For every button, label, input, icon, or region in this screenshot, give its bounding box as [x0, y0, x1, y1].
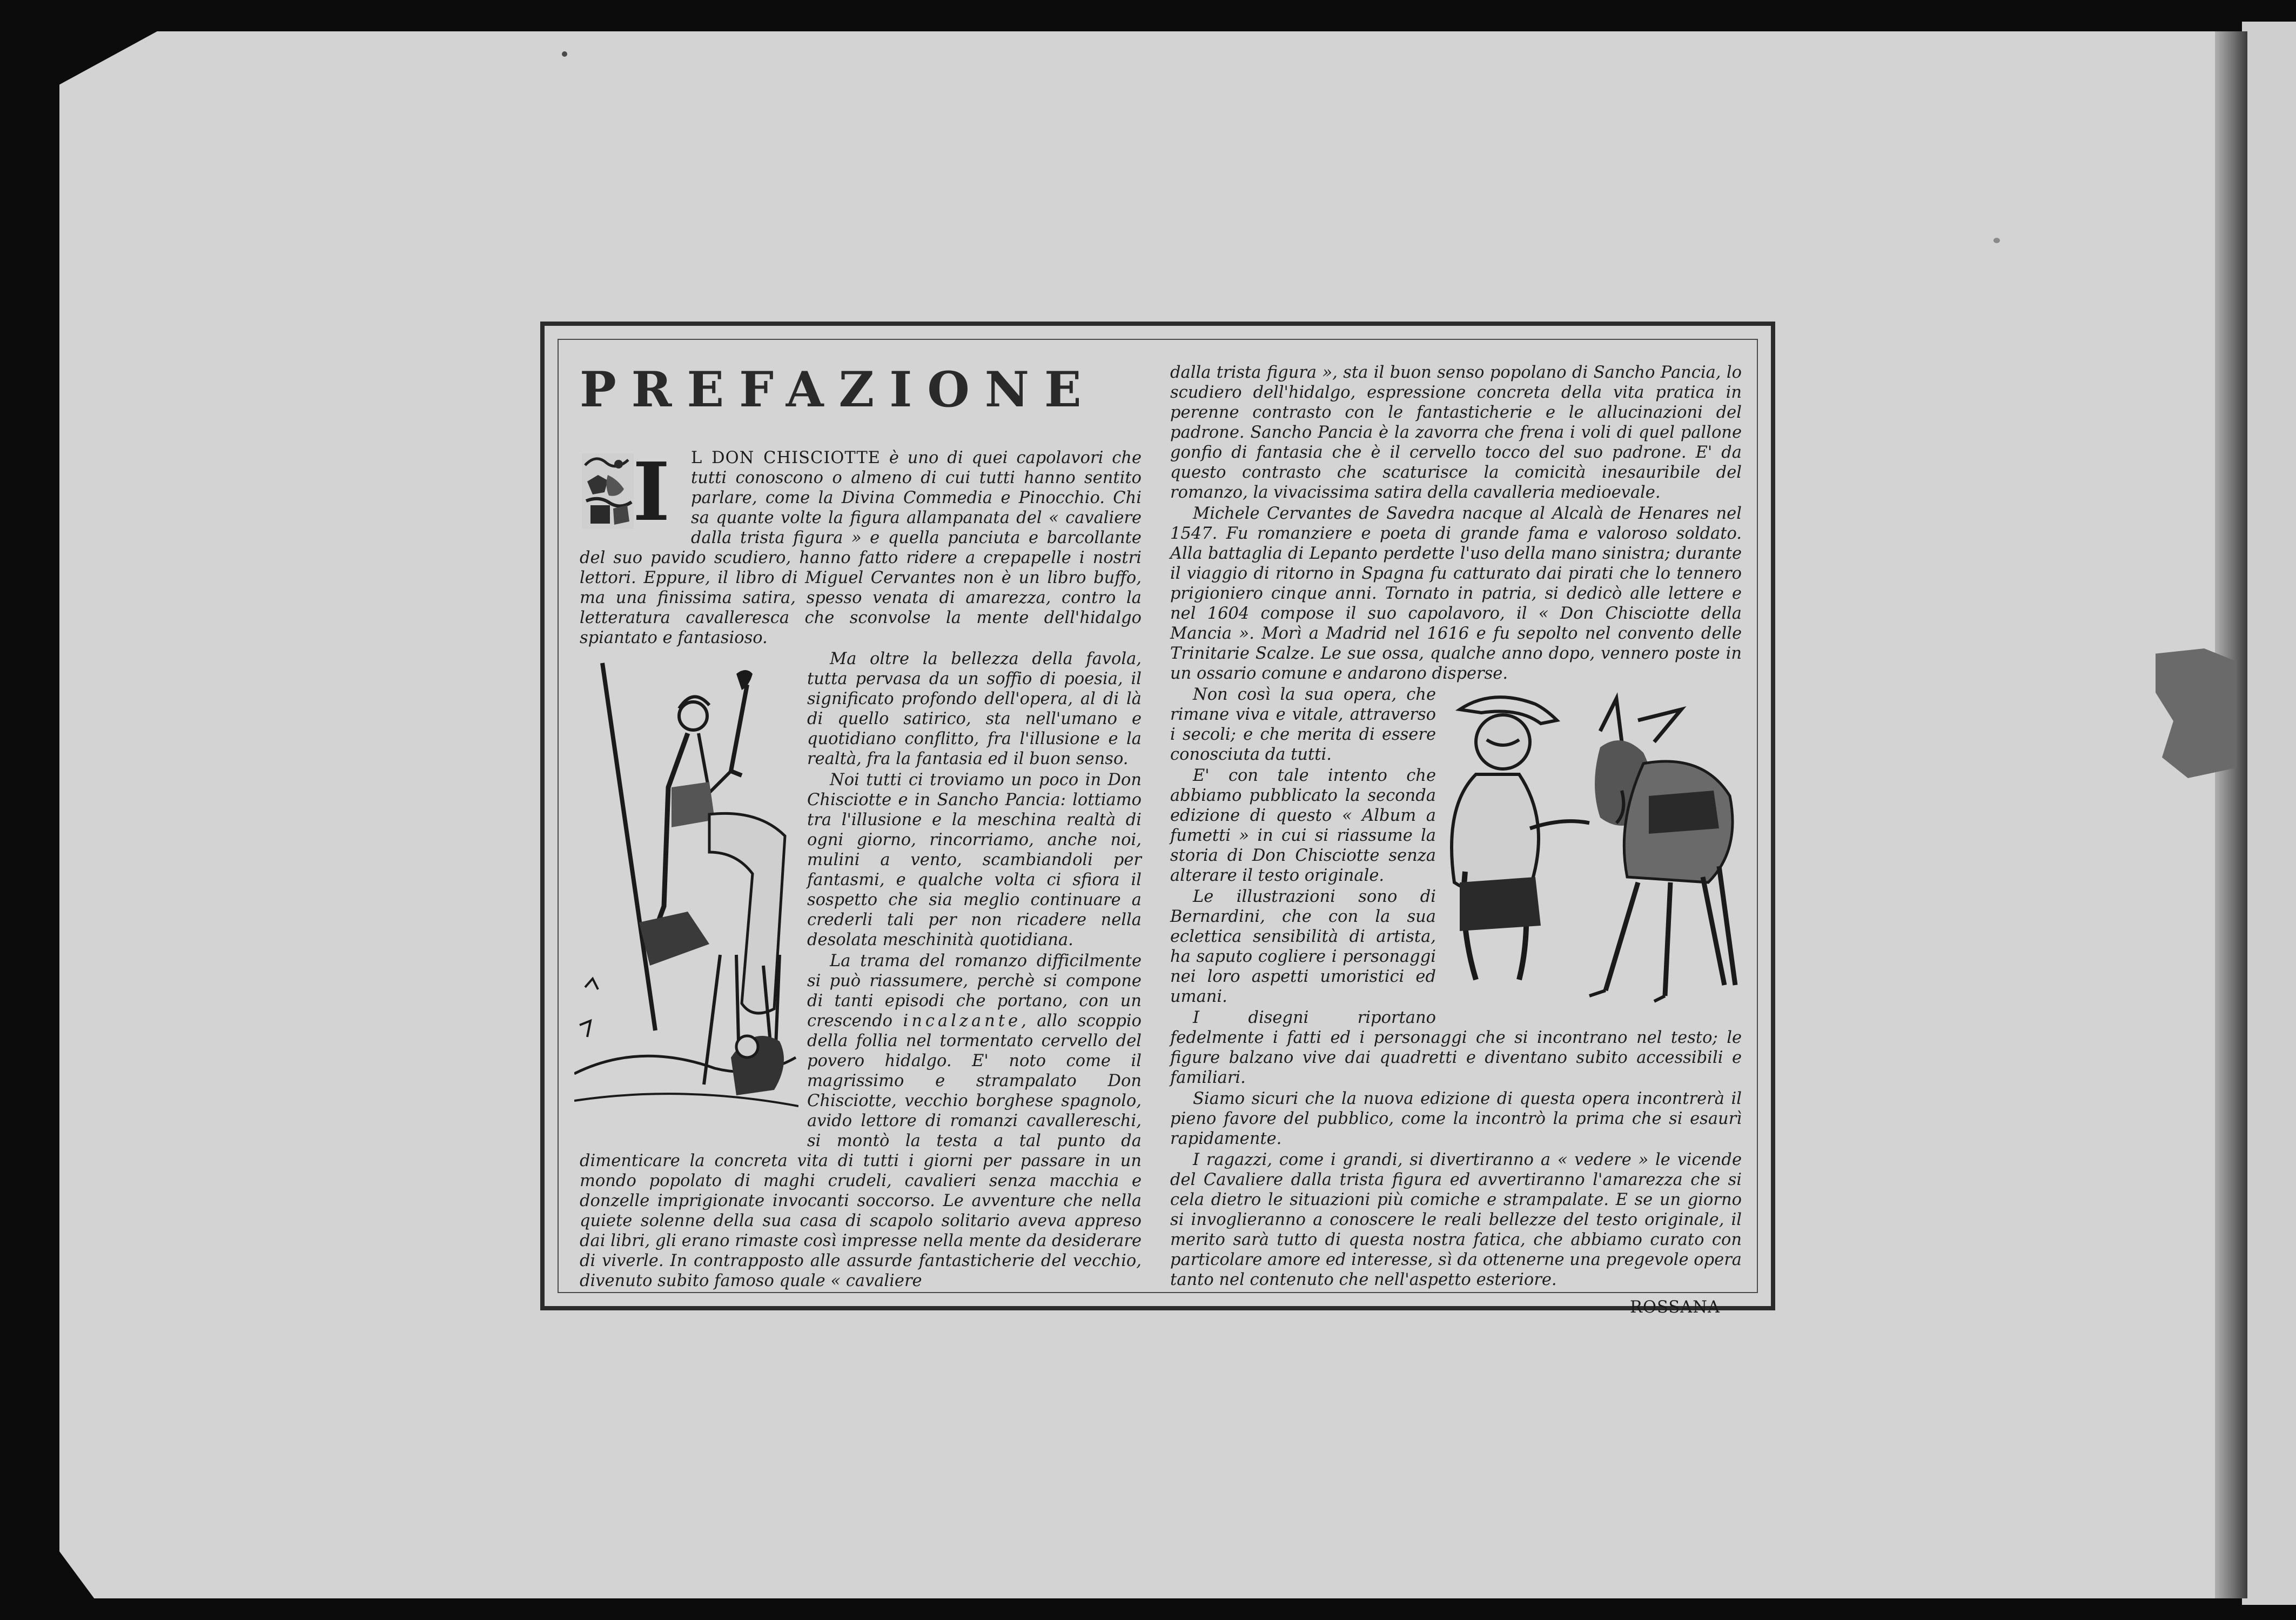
paragraph: Siamo sicuri che la nuova edizione di questa opera incontrerà il pieno favore del pubblico, come la incontrò la prima che si esaurì rapidamente. [1170, 1089, 1742, 1148]
paragraph: Le illustrazioni sono di Bernardini, che con la sua eclettica sensibilità di artista, ha saputo cogliere i personaggi nei loro aspetti umoristici ed umani. [1170, 887, 1436, 1006]
intro-smallcaps: L DON CHISCIOTTE [691, 448, 881, 467]
drop-cap [580, 445, 682, 539]
paper-speck [562, 51, 567, 57]
don-quixote-on-horse-icon [574, 652, 798, 1128]
article-title: PREFAZIONE [580, 361, 1097, 418]
sancho-with-donkey-icon [1444, 688, 1746, 1012]
paragraph: Ma oltre la bellezza della favola, tutta pervasa da un soffio di poesia, il significato profondo dell'opera, al di là di quello satirico, sta nell'umano e quotidiano conflitto, fra l'illusione e la realtà, fra la fantasia ed il buon senso. [807, 650, 1142, 768]
paragraph: E' con tale intento che abbiamo pubblicato la seconda edizione di questo « Album a fumetti » in cui si riassume la storia di Don Chisciotte senza alterare il testo originale. [1170, 766, 1436, 885]
paragraph-text: La trama del romanzo difficilmente si può riassumere, perchè si compone di tanti episodi che portano, con un crescendo [807, 952, 1142, 1030]
paragraph: I disegni riportano fedelmente i fatti ed i personaggi che si incontrano nel testo; le figure balzano vive dai quadretti e diventano subito accessibili e familiari. [1170, 1008, 1742, 1087]
spaced-word: incalzante [903, 1012, 1022, 1030]
paragraph: Michele Cervantes de Savedra nacque al Alcalà de Henares nel 1547. Fu romanziere e poeta di grande fama e valoroso soldato. Alla battaglia di Lepanto perdette l'uso della mano sinistra; durante il viaggio di ritorno in Spagna fu catturato dai pirati che lo tennero prigioniero cinque anni. Tornato in patria, si dedicò alle lettere e nel 1604 compose il suo capolavoro, il « Don Chisciotte della Mancia ». Morì a Madrid nel 1616 e fu sepolto nel convento delle Trinitarie Scalze. Le sue ossa, qualche anno dopo, vennero poste in un ossario comune e andarono disperse. [1170, 504, 1742, 683]
paper-speck [1993, 238, 2000, 243]
right-column [1170, 363, 1742, 1317]
drop-cap-letter: I [633, 445, 670, 539]
paragraph: dalla trista figura », sta il buon senso popolano di Sancho Pancia, lo scudiero dell'hidalgo, espressione concreta della vita pratica in perenne contrasto con le fantasticherie e le allucinazioni del padrone. Sancho Pancia è la zavorra che frena i voli di quel pallone gonfio di fantasia che è il cervello tocco del suo padrone. E' da questo contrasto che scaturisce la comicità inesauribile del romanzo, la vivacissima satira della cavalleria medioevale. [1170, 363, 1742, 502]
paragraph: I ragazzi, come i grandi, si divertiranno a « vedere » le vicende del Cavaliere dalla trista figura ed avvertiranno l'amarezza che si cela dietro le situazioni più comiche e strampalate. E se un giorno si invoglieranno a conoscere le reali bellezze del testo originale, il merito sarà tutto di questa nostra fatica, che abbiamo curato con particolare amore ed interesse, sì da ottenerne una pregevole opera tanto nel contenuto che nell'aspetto esteriore. [1170, 1150, 1742, 1289]
binding-gutter [2215, 31, 2247, 1598]
left-column [580, 363, 1142, 1292]
paragraph: Non così la sua opera, che rimane viva e vitale, attraverso i secoli; e che merita di essere conosciuta da tutti. [1170, 685, 1436, 764]
paragraph-text: , allo scoppio della follia nel tormentato cervello del povero hidalgo. E' noto come il magrissimo e strampalato Don Chisciotte, vecchio borghese spagnolo, avido lettore di romanzi cavallereschi, si montò la testa a tal punto da dimenticare la concreta vita di tutti i giorni per passare in un mondo popolato di maghi crudeli, cavalieri senza macchia e donzelle imprigionate invocanti soccorso. Le avventure che nella quiete solenne della sua casa di scapolo solitario aveva appreso dai libri, gli erano rimaste così impresse nella mente da desiderare di viverle. In contrapposto alle assurde fantasticherie del vecchio, divenuto subito famoso quale « cavaliere [580, 1012, 1142, 1290]
author-signature: ROSSANA [1630, 1298, 1720, 1317]
paragraph-text: è uno di quei capolavori che tutti conoscono o almeno di cui tutti hanno sentito parlare, come la Divina Commedia e Pinocchio. Chi sa quante volte la figura allampanata del « cavaliere dalla trista figura » e quella panciuta e barcollante del suo pavido scudiero, hanno fatto ridere a crepapelle i nostri lettori. Eppure, il libro di Miguel Cervantes non è un libro buffo, ma una finissima satira, spesso venata di amarezza, contro la letteratura cavalleresca che sconvolse la mente dell'hidalgo spiantato e fantasioso. [580, 448, 1142, 647]
next-page-edge [2242, 22, 2296, 1605]
paragraph: Noi tutti ci troviamo un poco in Don Chisciotte e in Sancho Pancia: lottiamo tra l'illusione e la meschina realtà di ogni giorno, rincorriamo, anche noi, mulini a vento, scambiandoli per fantasmi, e qualche volta ci sfiora il sospetto che sia meglio continuare a crederli tali per non ricadere nella desolata meschinità quotidiana. [807, 771, 1142, 949]
paragraph-intro [580, 445, 1142, 648]
article-frame [540, 322, 1775, 1317]
